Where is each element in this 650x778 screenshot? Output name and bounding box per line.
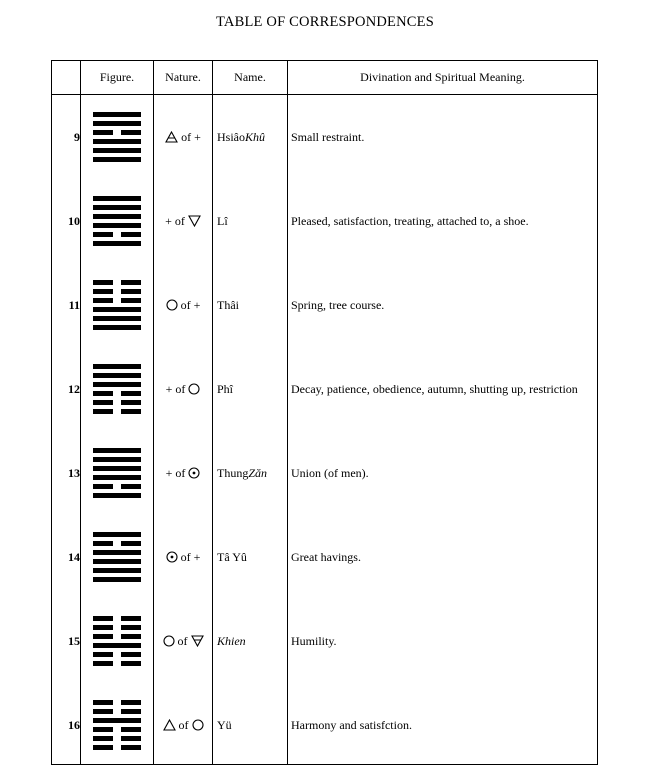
circle-icon: [192, 719, 204, 731]
yang-line: [93, 493, 141, 498]
yin-line: [93, 661, 141, 666]
name-text-italic: Khû: [245, 129, 266, 144]
figure-cell: [81, 683, 153, 767]
yin-line: [93, 541, 141, 546]
table-row: [52, 515, 597, 599]
nature-text: +: [193, 549, 201, 564]
nature-cell: [154, 431, 212, 515]
name-text: Hsiâo: [217, 129, 245, 144]
yang-line: [93, 214, 141, 219]
yang-line: [93, 457, 141, 462]
name-text: Thâi: [217, 297, 239, 312]
yin-line: [93, 709, 141, 714]
yang-line: [93, 139, 141, 144]
nature-cell: [154, 95, 212, 179]
figure-cell: [81, 263, 153, 347]
yang-line: [93, 316, 141, 321]
name-cell: [213, 599, 287, 683]
table-row: [52, 263, 597, 347]
meaning-cell: Pleased, satisfaction, treating, attached to, a shoe.: [291, 213, 529, 228]
nature-of: of: [178, 717, 189, 732]
name-text: Tâ Yû: [217, 549, 247, 564]
yin-line: [93, 298, 141, 303]
triangle-icon: [163, 719, 176, 731]
yang-line: [93, 373, 141, 378]
name-cell: [213, 683, 287, 767]
name-text: Yü: [217, 717, 232, 732]
meaning-cell: Small restraint.: [291, 129, 365, 144]
hexagram-icon: [93, 699, 141, 752]
row-number: 9: [74, 129, 80, 144]
yang-line: [93, 112, 141, 117]
dotted-circle-icon: [166, 551, 178, 563]
yang-line: [93, 307, 141, 312]
yang-line: [93, 364, 141, 369]
table-row: [52, 599, 597, 683]
row-number: 12: [68, 381, 80, 396]
yang-line: [93, 241, 141, 246]
circle-icon: [163, 635, 175, 647]
yang-line: [93, 532, 141, 537]
figure-cell: [81, 95, 153, 179]
nature-of: of: [177, 633, 188, 648]
yin-line: [93, 652, 141, 657]
hexagram-icon: [93, 531, 141, 584]
nature-of: of: [180, 549, 191, 564]
nature-text: +: [193, 297, 201, 312]
yin-line: [93, 745, 141, 750]
row-number: 16: [68, 717, 80, 732]
header-nature: Nature.: [165, 70, 201, 84]
circle-icon: [166, 299, 178, 311]
hexagram-icon: [93, 447, 141, 500]
row-number: 13: [68, 465, 80, 480]
yang-line: [93, 157, 141, 162]
table-row: [52, 431, 597, 515]
row-number: 15: [68, 633, 80, 648]
yin-line: [93, 625, 141, 630]
yang-line: [93, 205, 141, 210]
row-number: 14: [68, 549, 80, 564]
name-cell: [213, 431, 287, 515]
table-row: [52, 179, 597, 263]
yin-line: [93, 484, 141, 489]
yang-line: [93, 577, 141, 582]
name-cell: [213, 95, 287, 179]
nature-of: of: [175, 381, 186, 396]
nature-text: +: [165, 213, 172, 228]
name-text: Thung: [217, 465, 249, 480]
table-row: [52, 95, 597, 179]
figure-cell: [81, 179, 153, 263]
yang-line: [93, 121, 141, 126]
yang-line: [93, 448, 141, 453]
yang-line: [93, 325, 141, 330]
nature-of: of: [181, 129, 192, 144]
yang-line: [93, 148, 141, 153]
name-text: Lî: [217, 213, 228, 228]
nature-of: of: [180, 297, 191, 312]
hexagram-icon: [93, 615, 141, 668]
yang-line: [93, 475, 141, 480]
nature-text: +: [194, 129, 201, 144]
yang-line: [93, 643, 141, 648]
header-meaning: Divination and Spiritual Meaning.: [360, 70, 525, 84]
yang-line: [93, 550, 141, 555]
name-cell: [213, 515, 287, 599]
yin-line: [93, 634, 141, 639]
yin-line: [93, 391, 141, 396]
yang-line: [93, 223, 141, 228]
meaning-cell: Union (of men).: [291, 465, 369, 480]
nature-of: of: [174, 213, 185, 228]
yin-line: [93, 616, 141, 621]
yang-line: [93, 559, 141, 564]
nature-text: +: [165, 465, 173, 480]
yin-line: [93, 736, 141, 741]
yang-line: [93, 718, 141, 723]
hexagram-icon: [93, 363, 141, 416]
yang-line: [93, 466, 141, 471]
header-figure: Figure.: [99, 70, 135, 84]
water-triangle-icon: [188, 215, 201, 227]
dotted-circle-icon: [188, 467, 200, 479]
page-title: TABLE OF CORRESPONDENCES: [216, 14, 434, 30]
meaning-cell: Great havings.: [291, 549, 361, 564]
name-text-italic: Zăn: [248, 465, 268, 480]
hexagram-icon: [93, 195, 141, 248]
nature-cell: [154, 515, 212, 599]
name-text-italic: Khien: [217, 633, 246, 648]
figure-cell: [81, 515, 153, 599]
correspondence-table: [51, 60, 598, 765]
yin-line: [93, 130, 141, 135]
meaning-cell: Harmony and satisfction.: [291, 717, 412, 732]
nature-cell: [154, 683, 212, 767]
name-text: Phî: [217, 381, 234, 396]
nature-cell: [154, 179, 212, 263]
name-cell: [213, 263, 287, 347]
table-row: [52, 347, 597, 431]
header-name: Name.: [234, 70, 266, 84]
yang-line: [93, 196, 141, 201]
yin-line: [93, 727, 141, 732]
nature-of: of: [175, 465, 186, 480]
meaning-cell: Spring, tree course.: [291, 297, 385, 312]
figure-cell: [81, 431, 153, 515]
yin-line: [93, 400, 141, 405]
name-cell: [213, 179, 287, 263]
yin-line: [93, 700, 141, 705]
figure-cell: [81, 347, 153, 431]
meaning-cell: Decay, patience, obedience, autumn, shutting up, restriction: [291, 381, 578, 396]
nature-text: +: [165, 381, 173, 396]
yang-line: [93, 382, 141, 387]
hexagram-icon: [93, 279, 141, 332]
hexagram-icon: [93, 111, 141, 164]
nature-cell: [154, 263, 212, 347]
circle-icon: [188, 383, 200, 395]
figure-cell: [81, 599, 153, 683]
yin-line: [93, 232, 141, 237]
row-number: 10: [68, 213, 80, 228]
yang-line: [93, 568, 141, 573]
meaning-cell: Humility.: [291, 633, 337, 648]
fire-air-triangle-icon: [165, 131, 178, 143]
table-row: [52, 683, 597, 767]
nature-cell: [154, 599, 212, 683]
yin-line: [93, 280, 141, 285]
yin-line: [93, 289, 141, 294]
nature-cell: [154, 347, 212, 431]
name-cell: [213, 347, 287, 431]
row-number: 11: [68, 297, 80, 312]
yin-line: [93, 409, 141, 414]
earth-triangle-icon: [191, 635, 204, 647]
